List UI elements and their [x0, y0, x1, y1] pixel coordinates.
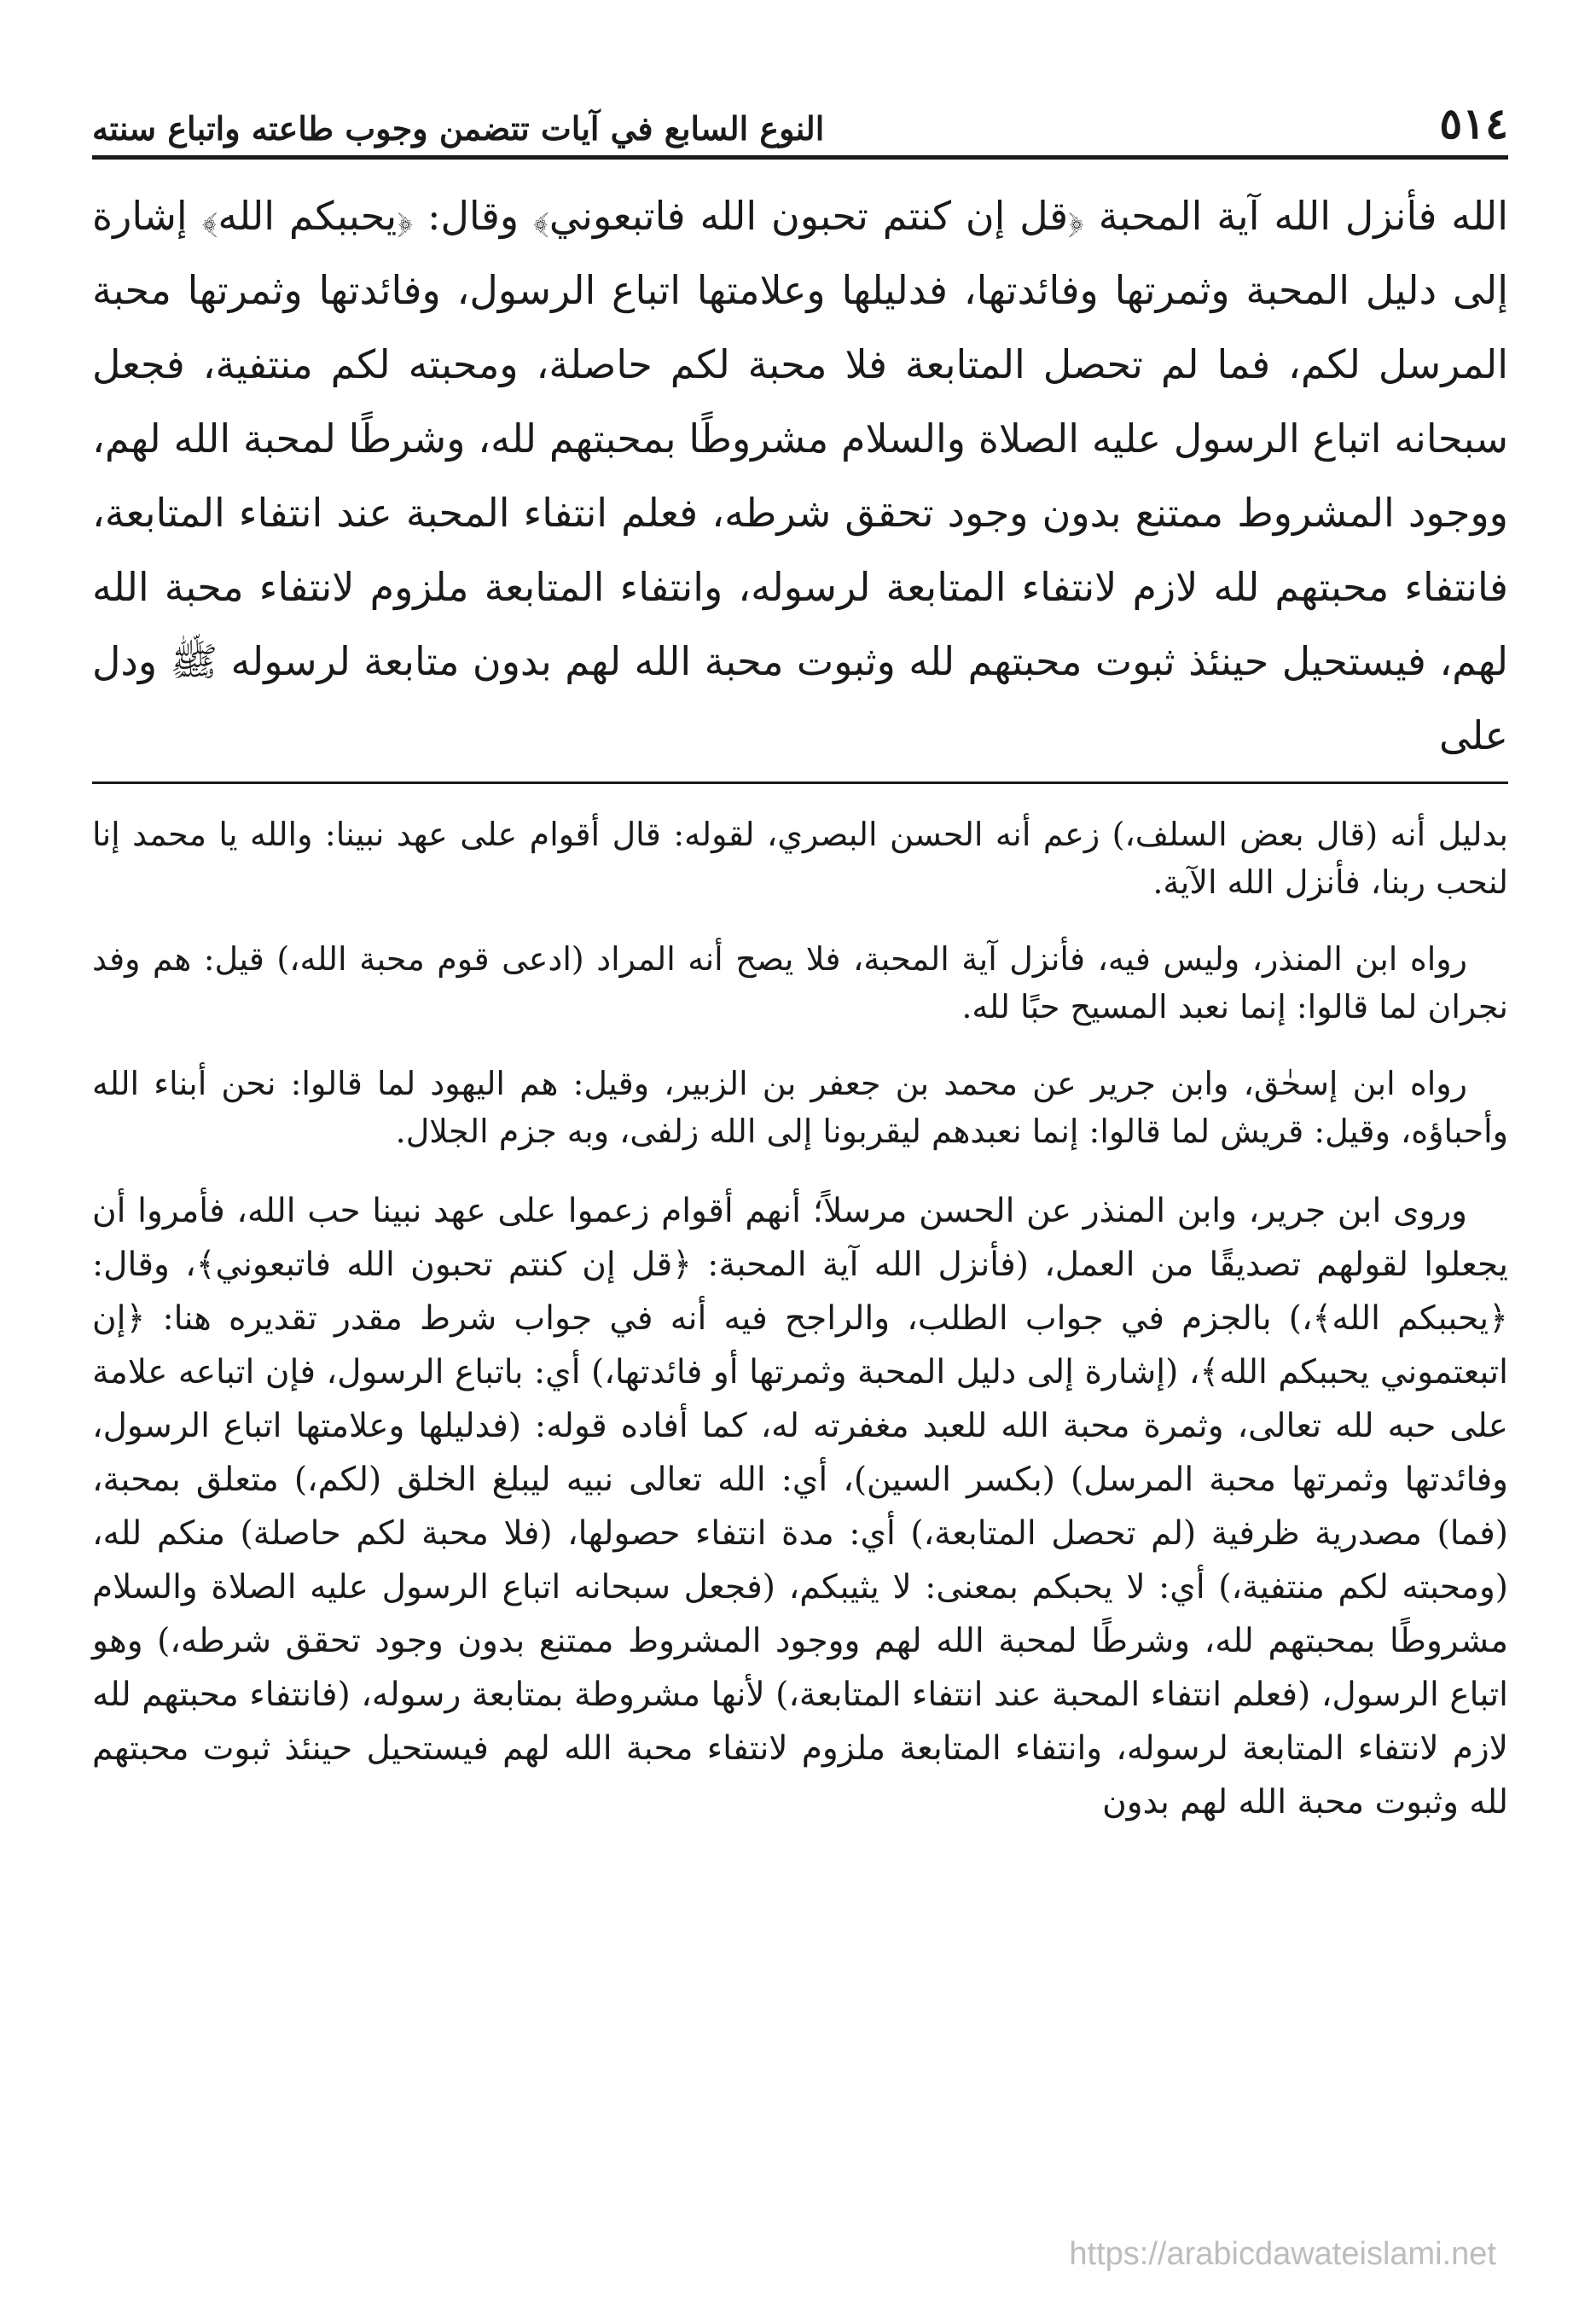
main-text [92, 179, 1508, 773]
separator-rule [92, 781, 1508, 784]
commentary-paragraph: بدليل أنه (قال بعض السلف،) زعم أنه الحسن البصري، لقوله: قال أقوام على عهد نبينا: والله يا محمد إنا لنحب ربنا، فأنزل الله الآية. [92, 816, 1508, 901]
commentary-paragraph: رواه ابن المنذر، وليس فيه، فأنزل آية المحبة، فلا يصح أنه المراد (ادعى قوم محبة الله،) قيل: هم وفد نجران لما قالوا: إنما نعبد المسيح حبًا لله. [92, 940, 1508, 1025]
watermark-url: https://arabicdawateislami.net [1069, 2236, 1496, 2272]
commentary-paragraph: وروى ابن جرير، وابن المنذر عن الحسن مرسلاً؛ أنهم أقوام زعموا على عهد نبينا حب الله، فأمروا أن يجعلوا لقولهم تصديقًا من العمل، (فأنزل الله آية المحبة: ﴿قل إن كنتم تحبون الله فاتبعوني﴾، وقال: ﴿يحببكم الله﴾،) بالجزم في جواب الطلب، والراجح فيه أنه في جواب شرط مقدر تقديره هنا: ﴿إن اتبعتموني يحببكم الله﴾، (إشارة إلى دليل المحبة وثمرتها أو فائدتها،) أي: باتباع الرسول، فإن اتباعه علامة على حبه لله تعالى، وثمرة محبة الله للعبد مغفرته له، كما أفاده قوله: (فدليلها وعلامتها اتباع الرسول، وفائدتها وثمرتها محبة المرسل) (بكسر السين)، أي: الله تعالى نبيه ليبلغ الخلق (لكم،) متعلق بمحبة، (فما) مصدرية ظرفية (لم تحصل المتابعة،) أي: مدة انتفاء حصولها، (فلا محبة لكم حاصلة) منكم لله، (ومحبته لكم منتفية،) أي: لا يحبكم بمعنى: لا يثيبكم، (فجعل سبحانه اتباع الرسول عليه الصلاة والسلام مشروطًا بمحبتهم لله، وشرطًا لمحبة الله لهم ووجود المشروط ممتنع بدون وجود تحقق شرطه،) وهو اتباع الرسول، (فعلم انتفاء المحبة عند انتفاء المتابعة،) لأنها مشروطة بمتابعة رسوله، (فانتفاء محبتهم لله لازم لانتفاء المتابعة لرسوله، وانتفاء المتابعة ملزوم لانتفاء محبة الله لهم فيستحيل حينئذ ثبوت محبتهم لله وثبوت محبة الله لهم بدون [92, 1192, 1508, 1821]
page-number: ٥١٤ [1439, 98, 1508, 148]
commentary-paragraph: رواه ابن إسحٰق، وابن جرير عن محمد بن جعفر بن الزبير، وقيل: هم اليهود لما قالوا: نحن أبناء الله وأحباؤه، وقيل: قريش لما قالوا: إنما نعبدهم ليقربونا إلى الله زلفى، وبه جزم الجلال. [92, 1065, 1508, 1150]
commentary [92, 810, 1508, 1858]
running-title: النوع السابع في آيات تتضمن وجوب طاعته واتباع سنته [92, 109, 825, 148]
main-paragraph: الله فأنزل الله آية المحبة ﴿قل إن كنتم تحبون الله فاتبعوني﴾ وقال: ﴿يحببكم الله﴾ إشارة إلى دليل المحبة وثمرتها وفائدتها، فدليلها وعلامتها اتباع الرسول، وفائدتها وثمرتها محبة المرسل لكم، فما لم تحصل المتابعة فلا محبة لكم حاصلة، ومحبته لكم منتفية، فجعل سبحانه اتباع الرسول عليه الصلاة والسلام مشروطًا بمحبتهم لله، وشرطًا لمحبة الله لهم، ووجود المشروط ممتنع بدون وجود تحقق شرطه، فعلم انتفاء المحبة عند انتفاء المتابعة، فانتفاء محبتهم لله لازم لانتفاء المتابعة لرسوله، وانتفاء المتابعة ملزوم لانتفاء محبة الله لهم، فيستحيل حينئذ ثبوت محبتهم لله وثبوت محبة الله لهم بدون متابعة لرسوله ﷺ ودل على [92, 193, 1508, 758]
page-header [92, 77, 1508, 148]
header-rule [92, 155, 1508, 160]
